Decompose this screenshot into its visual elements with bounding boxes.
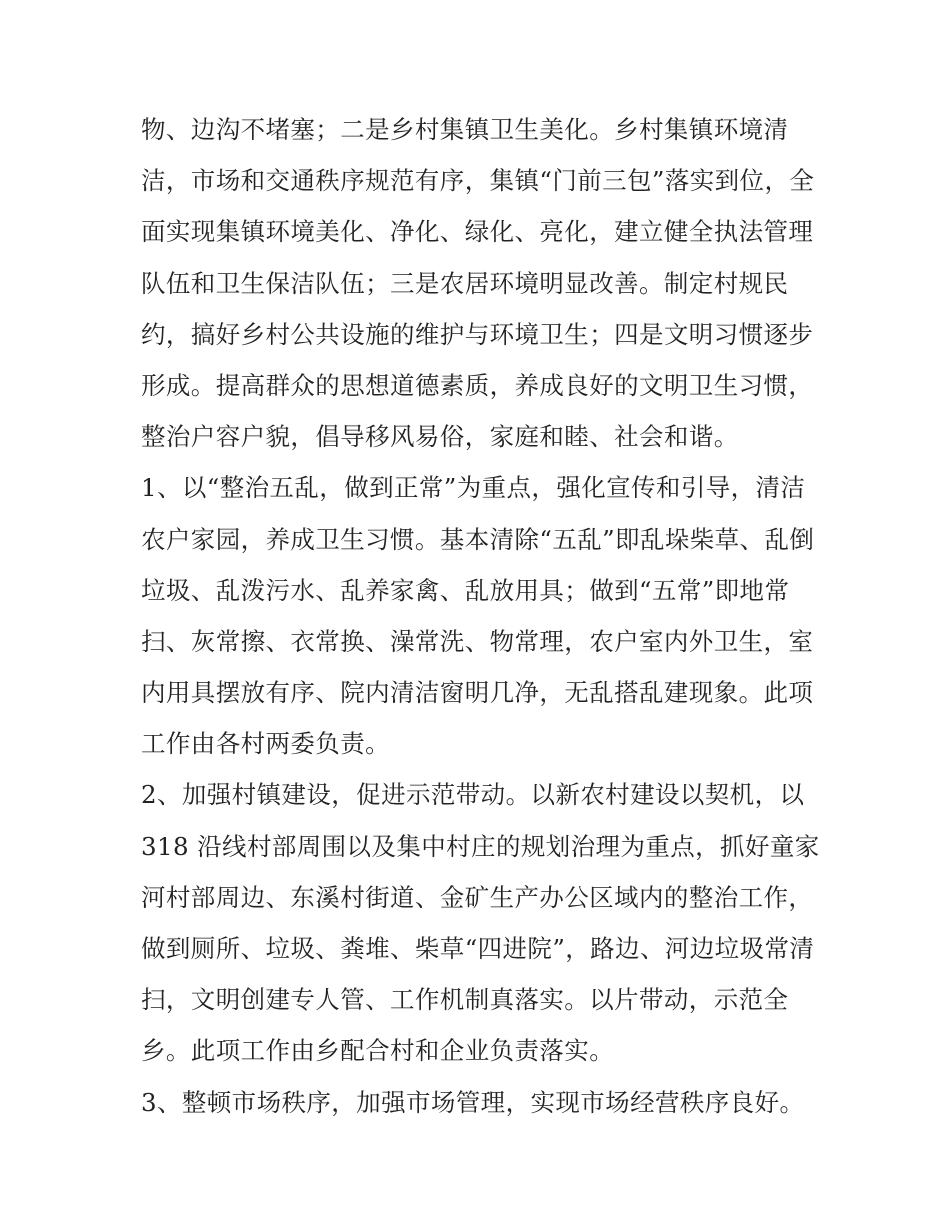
text-line: 工作由各村两委负责。	[141, 729, 390, 759]
text-line: 整治户容户貌，倡导移风易俗，家庭和睦、社会和谐。	[141, 422, 739, 452]
text-line: 垃圾、乱泼污水、乱养家禽、乱放用具；做到“五常”即地常	[141, 575, 790, 605]
text-line: 内用具摆放有序、院内清洁窗明几净，无乱搭乱建现象。此项	[141, 678, 814, 708]
text-line: 物、边沟不堵塞；二是乡村集镇卫生美化。乡村集镇环境清	[141, 115, 789, 144]
text-line: 扫，文明创建专人管、工作机制真落实。以片带动，示范全	[141, 985, 789, 1015]
text-line: 河村部周边、东溪村街道、金矿生产办公区域内的整治工作，	[141, 882, 814, 912]
document-body	[141, 104, 821, 1128]
text-line: 做到厕所、垃圾、粪堆、柴草“四进院”，路边、河边垃圾常清	[141, 934, 815, 963]
numbered-item-1-line: 1、以“整治五乱，做到正常”为重点，强化宣传和引导，清洁	[141, 473, 806, 503]
numbered-item-2-line: 2、加强村镇建设，促进示范带动。以新农村建设以契机，以	[141, 780, 805, 810]
text-line: 洁，市场和交通秩序规范有序，集镇“门前三包”落实到位，全	[141, 166, 815, 196]
text-line: 约，搞好乡村公共设施的维护与环境卫生；四是文明习惯逐步	[141, 319, 814, 349]
text-line: 318 沿线村部周围以及集中村庄的规划治理为重点，抓好童家	[141, 831, 820, 861]
text-line: 队伍和卫生保洁队伍；三是农居环境明显改善。制定村规民	[141, 268, 789, 298]
text-line: 扫、灰常擦、衣常换、澡常洗、物常理，农户室内外卫生，室	[141, 626, 814, 656]
text-line: 形成。提高群众的思想道德素质，养成良好的文明卫生习惯，	[141, 370, 814, 400]
numbered-item-3-line: 3、整顿市场秩序，加强市场管理，实现市场经营秩序良好。	[141, 1087, 805, 1117]
text-line: 乡。此项工作由乡配合村和企业负责落实。	[141, 1036, 615, 1066]
text-line: 面实现集镇环境美化、净化、绿化、亮化，建立健全执法管理	[141, 217, 814, 247]
text-line: 农户家园，养成卫生习惯。基本清除“五乱”即乱垛柴草、乱倒	[141, 524, 815, 554]
